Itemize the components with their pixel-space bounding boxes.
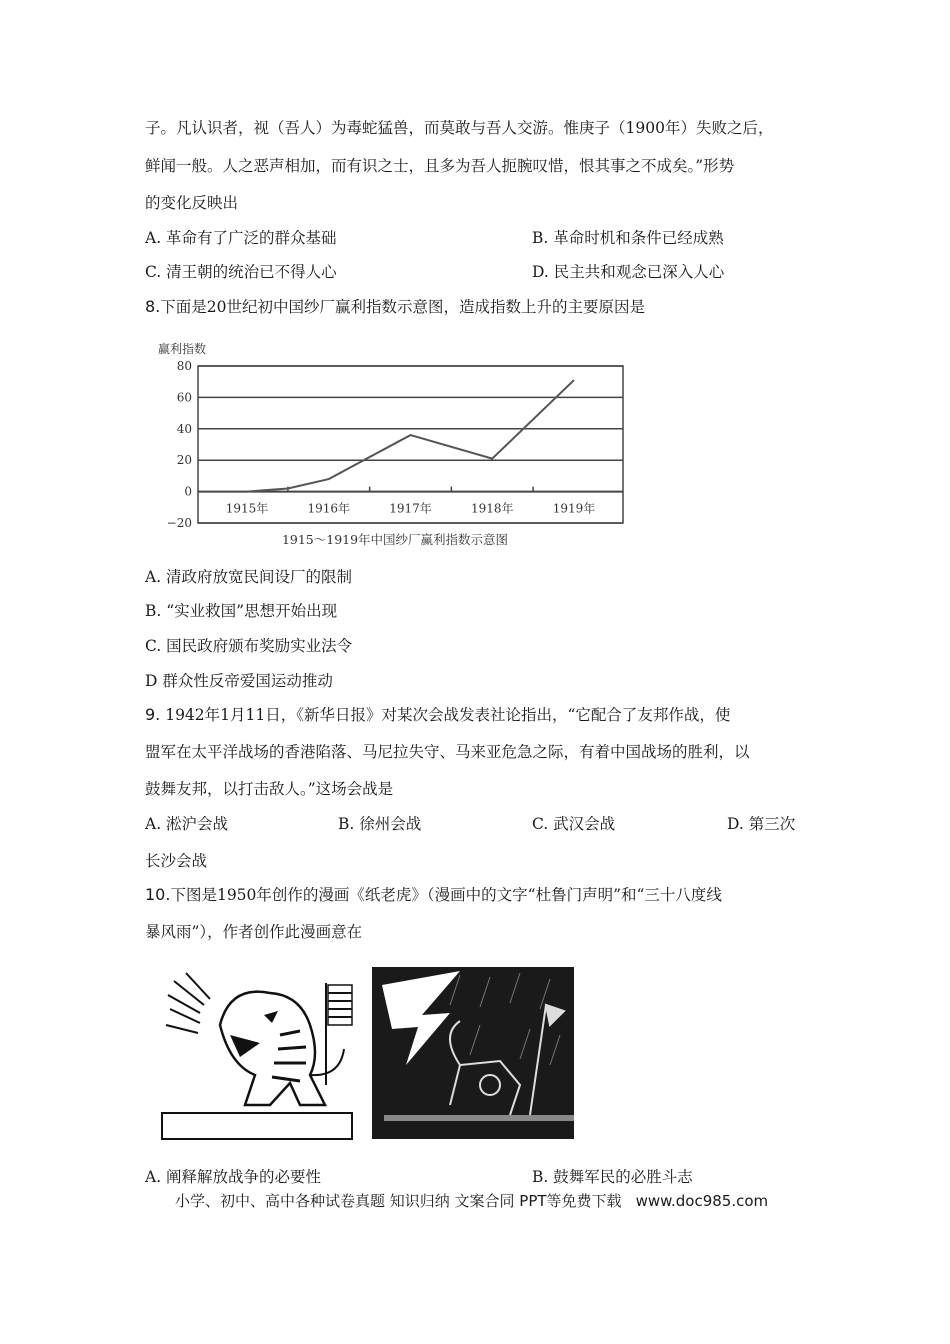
q8-stem [145, 296, 645, 318]
q7-option-a: A. 革命有了广泛的群众基础 [145, 229, 337, 247]
q10-line-1-text: 下图是1950年创作的漫画《纸老虎》（漫画中的文字“杜鲁门声明”和“三十八度线 [170, 886, 722, 904]
q8-stem-text: 下面是20世纪初中国纱厂赢利指数示意图，造成指数上升的主要原因是 [160, 298, 645, 316]
q8-option-a: A. 清政府放宽民间设厂的限制 [145, 568, 353, 586]
q7-option-d: D. 民主共和观念已深入人心 [532, 263, 725, 281]
q9-option-b: B. 徐州会战 [338, 815, 422, 833]
q8-option-c: C. 国民政府颁布奖励实业法令 [145, 637, 353, 655]
q10-number: 10. [145, 885, 171, 904]
q9-option-d: D. 第三次 [727, 815, 796, 833]
q8-option-d: D 群众性反帝爱国运动推动 [145, 672, 333, 690]
q10-option-b: B. 鼓舞军民的必胜斗志 [532, 1168, 693, 1186]
chart-x-tick-label: 1916年 [307, 501, 351, 516]
chart-y-tick-label: 0 [184, 484, 192, 499]
q10-text-line-1 [145, 884, 722, 906]
q9-number: 9. [145, 705, 161, 724]
chart-y-tick-label: 40 [176, 421, 192, 436]
chart-x-tick-label: 1919年 [552, 501, 596, 516]
chart-x-tick-label: 1917年 [389, 501, 432, 516]
q9-option-c: C. 武汉会战 [532, 815, 616, 833]
chart-grid [198, 366, 623, 523]
q7-text-line-3: 的变化反映出 [145, 194, 239, 212]
q9-text-line-3: 鼓舞友邦，以打击敌人。”这场会战是 [145, 780, 394, 798]
chart-ylabel: 赢利指数 [158, 342, 207, 356]
chart-y-ticks [167, 359, 192, 530]
storm-panel [372, 967, 574, 1139]
q9-line-1-text: 1942年1月11日，《新华日报》对某次会战发表社论指出，“它配合了友邦作战，使 [165, 706, 731, 724]
tiger-panel [162, 973, 352, 1139]
q8-number: 8. [145, 297, 161, 316]
chart-y-tick-label: 60 [176, 390, 192, 405]
q8-option-b: B. “实业救国”思想开始出现 [145, 602, 338, 620]
chart-x-tick-label: 1918年 [470, 501, 514, 516]
q9-option-d-continuation: 长沙会战 [145, 852, 208, 870]
profit-index-chart [150, 335, 640, 555]
page-footer [175, 1190, 768, 1212]
paper-tiger-cartoon [160, 965, 580, 1145]
q7-option-c: C. 清王朝的统治已不得人心 [145, 263, 337, 281]
footer-text: 小学、初中、高中各种试卷真题 知识归纳 文案合同 PPT等免费下载 [175, 1192, 622, 1210]
q9-text-line-2: 盟军在太平洋战场的香港陷落、马尼拉失守、马来亚危急之际，有着中国战场的胜利，以 [145, 743, 750, 761]
q10-text-line-2: 暴风雨”），作者创作此漫画意在 [145, 923, 363, 941]
q7-text-line-2: 鲜闻一般。人之恶声相加，而有识之士，且多为吾人扼腕叹惜，恨其事之不成矣。”形势 [145, 157, 735, 175]
q7-text-line-1: 子。凡认识者，视（吾人）为毒蛇猛兽，而莫敢与吾人交游。惟庚子（1900年）失败之后， [145, 119, 774, 137]
footer-url[interactable]: www.doc985.com [635, 1192, 769, 1210]
q9-text-line-1 [145, 704, 730, 726]
q9-option-a: A. 淞沪会战 [145, 815, 229, 833]
q7-option-b: B. 革命时机和条件已经成熟 [532, 229, 724, 247]
q10-option-a: A. 阐释解放战争的必要性 [145, 1168, 322, 1186]
chart-y-tick-label: 20 [176, 453, 192, 468]
chart-frame [198, 366, 623, 523]
chart-y-tick-label: 80 [176, 359, 192, 373]
chart-y-tick-label: −20 [166, 516, 192, 530]
chart-x-tick-label: 1915年 [225, 501, 269, 516]
chart-title: 1915～1919年中国纱厂赢利指数示意图 [281, 532, 509, 547]
